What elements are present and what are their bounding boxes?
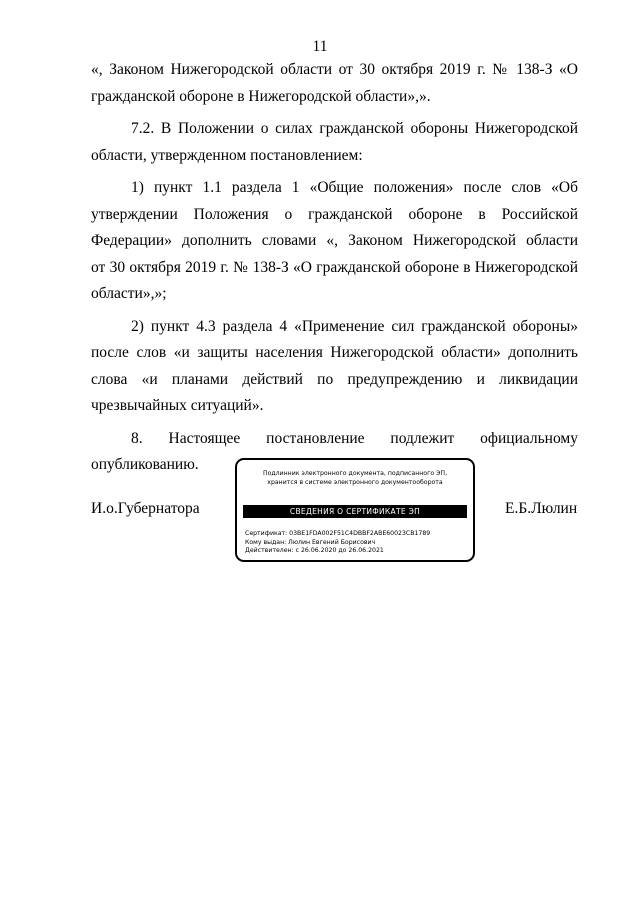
paragraph-line: Федерации» дополнить словами «, Законом Нижегородской области (91, 232, 578, 249)
stamp-title-bar: СВЕДЕНИЯ О СЕРТИФИКАТЕ ЭП (243, 505, 467, 518)
paragraph-line: чрезвычайных ситуаций». (91, 397, 264, 414)
paragraph-line: области, утвержденном постановлением: (91, 146, 363, 164)
certificate-validity: Действителен: с 26.06.2020 до 26.06.2021 (245, 547, 384, 555)
paragraph-line: «, Законом Нижегородской области от 30 октября 2019 г. № 138-З «О (91, 61, 578, 78)
stamp-header (237, 469, 473, 487)
page-number: 11 (312, 38, 328, 55)
paragraph-line: области»,»; (91, 285, 167, 302)
certificate-holder: Кому выдан: Люлин Евгений Борисович (245, 538, 376, 546)
paragraph-line: 1) пункт 1.1 раздела 1 «Общие положения» после слов «Об (131, 179, 578, 196)
signatory-position: И.о.Губернатора (91, 500, 200, 517)
paragraph-line: опубликованию. (91, 456, 199, 473)
paragraph-line: 7.2. В Положении о силах гражданской обороны Нижегородской (131, 120, 578, 137)
paragraph-line: 8. Настоящее постановление подлежит официальному (131, 429, 578, 447)
certificate-number: Сертификат: 03BE1FDA002F51C4DBBF2ABE60023CB1789 (245, 530, 431, 537)
document-body (91, 57, 578, 479)
stamp-header-line: Подлинник электронного документа, подписанного ЭП, (262, 470, 448, 477)
paragraph-line: утверждении Положения о гражданской обороне в Российской (91, 205, 578, 223)
electronic-signature-stamp (235, 458, 475, 562)
paragraph-line: от 30 октября 2019 г. № 138-З «О гражданской обороне в Нижегородской (91, 258, 578, 276)
paragraph-line: слова «и планами действий по предупреждению и ликвидации (91, 370, 578, 388)
stamp-certificate-info (245, 530, 430, 556)
paragraph-line: 2) пункт 4.3 раздела 4 «Применение сил гражданской обороны» (131, 317, 578, 335)
signatory-name: Е.Б.Люлин (505, 500, 578, 517)
paragraph-line: после слов «и защиты населения Нижегородской области» дополнить (91, 344, 578, 361)
stamp-header-line: хранится в системе электронного документооборота (267, 479, 443, 486)
paragraph-line: гражданской обороне в Нижегородской области»,». (91, 87, 431, 105)
